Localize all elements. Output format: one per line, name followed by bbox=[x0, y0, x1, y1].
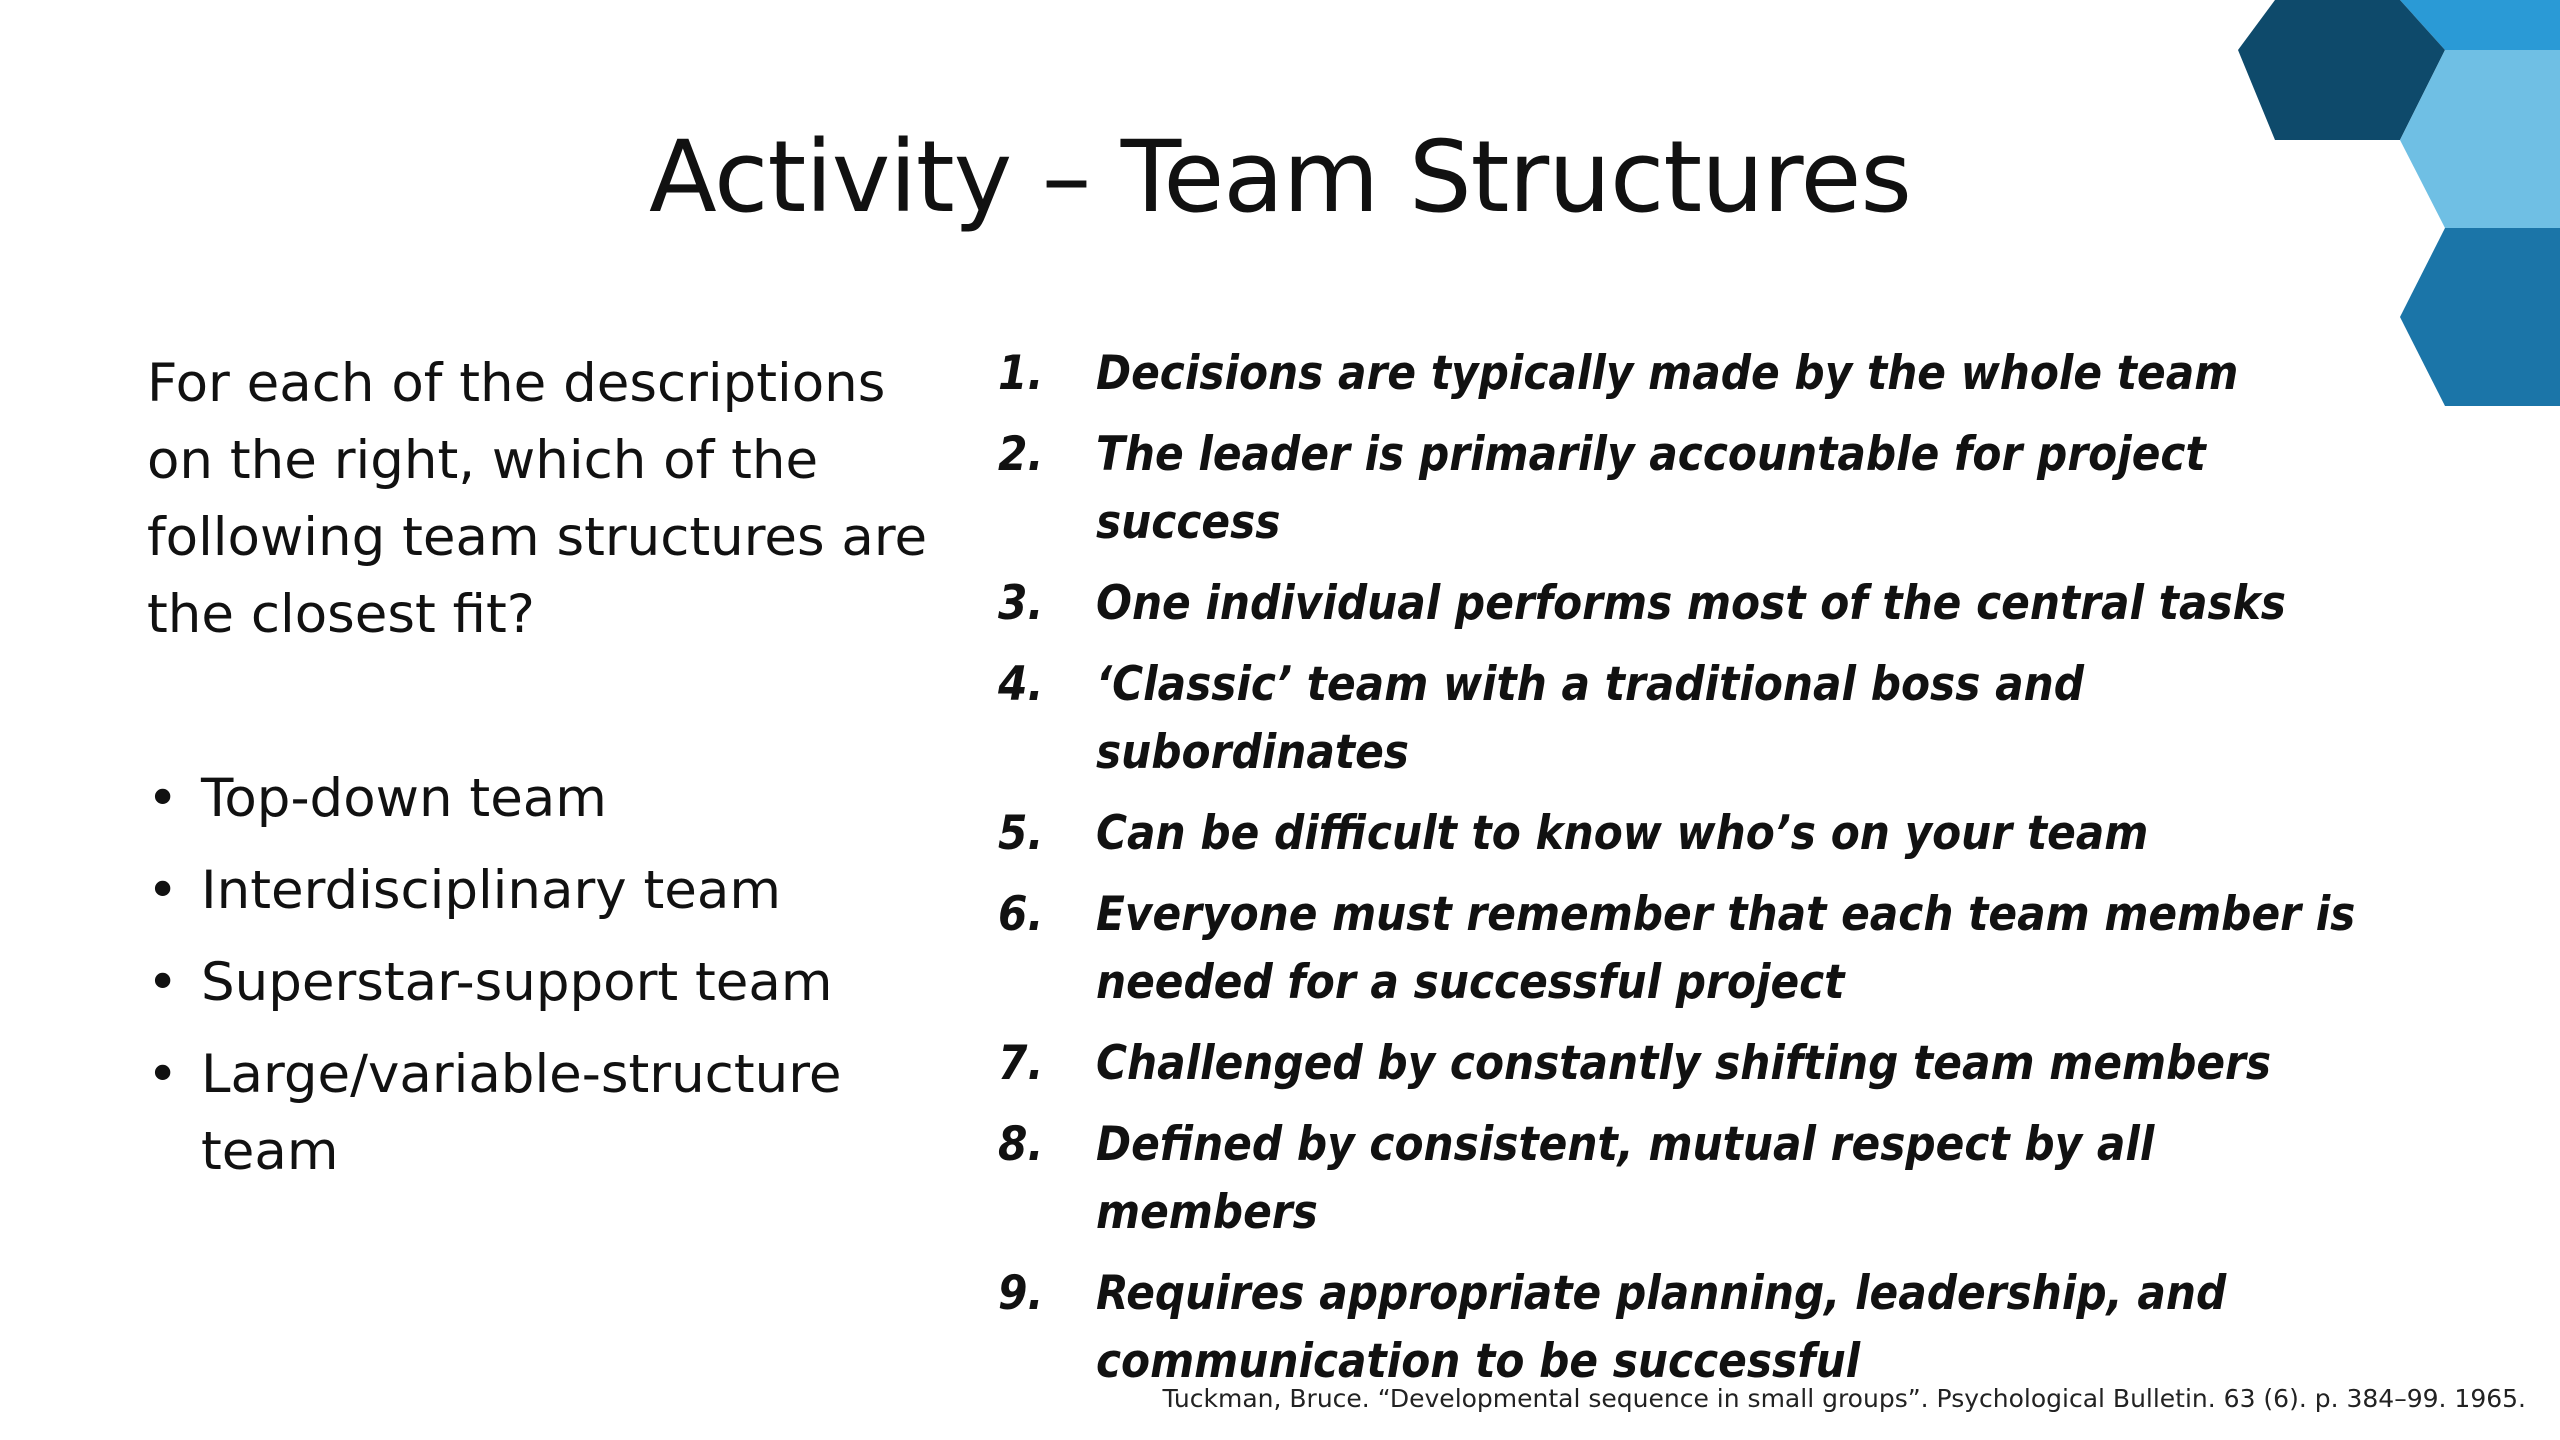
activity-prompt: For each of the descriptions on the right, which of the following team structures are the closest fit? bbox=[147, 353, 928, 645]
description-text: Everyone must remember that each team member is needed for a successful project bbox=[1096, 887, 2356, 1010]
bullet-marker: • bbox=[147, 768, 179, 829]
team-structure-label: Interdisciplinary team bbox=[201, 860, 781, 921]
description-number: 4. bbox=[998, 657, 1044, 712]
team-structure-label: Top-down team bbox=[201, 768, 607, 829]
bullet-marker: • bbox=[147, 952, 179, 1013]
description-item bbox=[998, 1260, 2378, 1396]
team-structure-label: Superstar-support team bbox=[201, 952, 833, 1013]
description-text: Requires appropriate planning, leadership, and communication to be successful bbox=[1096, 1266, 2227, 1389]
team-structure-label: Large/variable-structure team bbox=[201, 1044, 842, 1182]
description-number: 2. bbox=[998, 427, 1044, 482]
description-text: The leader is primarily accountable for project success bbox=[1096, 427, 2206, 550]
citation: Tuckman, Bruce. “Developmental sequence in small groups”. Psychological Bulletin. 63 (6). p. 384–99. 1965. bbox=[1162, 1384, 2526, 1413]
hexagon-mid bbox=[2400, 228, 2560, 406]
team-structure-item bbox=[147, 760, 937, 837]
description-number: 7. bbox=[998, 1036, 1044, 1091]
description-text: Can be difficult to know who’s on your team bbox=[1096, 806, 2149, 861]
description-item bbox=[998, 881, 2378, 1017]
hexagon-top-right bbox=[2400, 0, 2560, 50]
description-text: ‘Classic’ team with a traditional boss and subordinates bbox=[1096, 657, 2085, 780]
description-number: 8. bbox=[998, 1117, 1044, 1172]
description-number: 6. bbox=[998, 887, 1044, 942]
description-item bbox=[998, 340, 2378, 408]
description-number: 3. bbox=[998, 576, 1044, 631]
bullet-marker: • bbox=[147, 860, 179, 921]
description-item bbox=[998, 421, 2378, 557]
description-list bbox=[998, 340, 2378, 1409]
slide-title: Activity – Team Structures bbox=[649, 120, 1911, 235]
description-item bbox=[998, 1030, 2378, 1098]
description-text: Challenged by constantly shifting team members bbox=[1096, 1036, 2272, 1091]
description-item bbox=[998, 651, 2378, 787]
team-structure-list bbox=[147, 760, 937, 1205]
description-text: One individual performs most of the central tasks bbox=[1096, 576, 2286, 631]
description-text: Decisions are typically made by the whole team bbox=[1096, 346, 2239, 401]
description-item bbox=[998, 570, 2378, 638]
team-structure-item bbox=[147, 1036, 937, 1190]
description-text: Defined by consistent, mutual respect by all members bbox=[1096, 1117, 2155, 1240]
bullet-marker: • bbox=[147, 1044, 179, 1105]
description-item bbox=[998, 800, 2378, 868]
team-structure-item bbox=[147, 852, 937, 929]
description-number: 5. bbox=[998, 806, 1044, 861]
team-structure-item bbox=[147, 944, 937, 1021]
description-number: 9. bbox=[998, 1266, 1044, 1321]
description-item bbox=[998, 1111, 2378, 1247]
description-number: 1. bbox=[998, 346, 1044, 401]
